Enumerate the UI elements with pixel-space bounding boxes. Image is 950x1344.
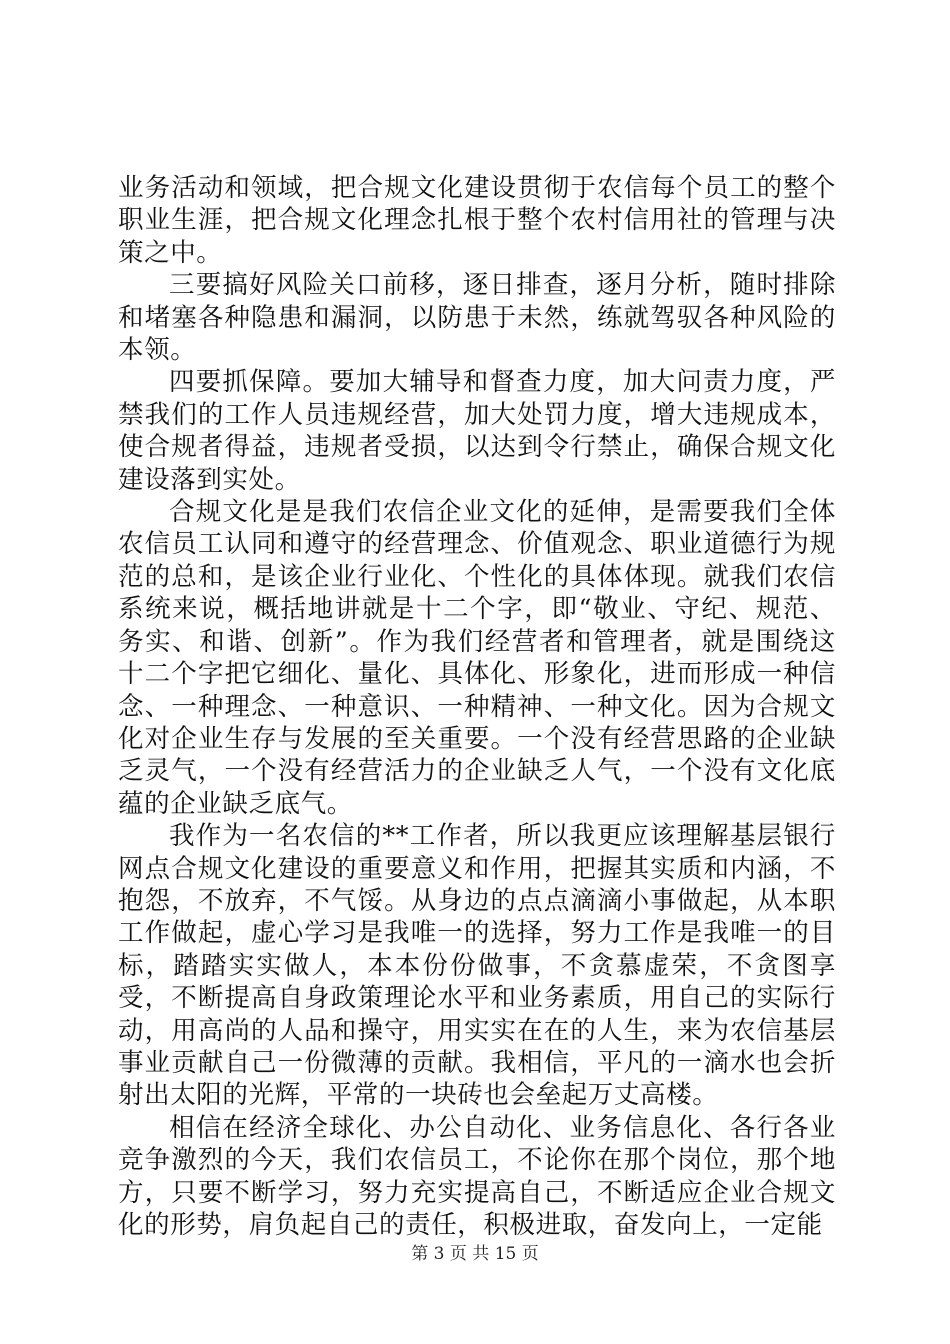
paragraph-3: 四要抓保障。要加大辅导和督查力度，加大问责力度，严禁我们的工作人员违规经营，加大处罚力度，增大违规成本，使合规者得益，违规者受损，以达到令行禁止，确保合规文化建设落到实处。 <box>118 367 836 495</box>
paragraph-5: 我作为一名农信的**工作者，所以我更应该理解基层银行网点合规文化建设的重要意义和作用，把握其实质和内涵，不抱怨，不放弃，不气馁。从身边的点点滴滴小事做起，从本职工作做起，虚心学习是我唯一的选择，努力工作是我唯一的目标，踏踏实实做人，本本份份做事，不贪慕虚荣，不贪图享受，不断提高自身政策理论水平和业务素质，用自己的实际行动，用高尚的人品和操守，用实实在在的人生，来为农信基层事业贡献自己一份微薄的贡献。我相信，平凡的一滴水也会折射出太阳的光辉，平常的一块砖也会垒起万丈高楼。 <box>118 821 836 1111</box>
paragraph-2: 三要搞好风险关口前移，逐日排查，逐月分析，随时排除和堵塞各种隐患和漏洞，以防患于未然，练就驾驭各种风险的本领。 <box>118 270 836 366</box>
document-body <box>118 172 836 1241</box>
paragraph-4: 合规文化是是我们农信企业文化的延伸，是需要我们全体农信员工认同和遵守的经营理念、价值观念、职业道德行为规范的总和，是该企业行业化、个性化的具体体现。就我们农信系统来说，概括地讲就是十二个字，即“敬业、守纪、规范、务实、和谐、创新”。作为我们经营者和管理者，就是围绕这十二个字把它细化、量化、具体化、形象化，进而形成一种信念、一种理念、一种意识、一种精神、一种文化。因为合规文化对企业生存与发展的至关重要。一个没有经营思路的企业缺乏灵气，一个没有经营活力的企业缺乏人气，一个没有文化底蕴的企业缺乏底气。 <box>118 497 836 819</box>
paragraph-1: 业务活动和领域，把合规文化建设贯彻于农信每个员工的整个职业生涯，把合规文化理念扎根于整个农村信用社的管理与决策之中。 <box>118 173 836 268</box>
paragraph-6: 相信在经济全球化、办公自动化、业务信息化、各行各业竞争激烈的今天，我们农信员工，不论你在那个岗位，那个地方，只要不断学习，努力充实提高自己，不断适应企业合规文化的形势，肩负起自己的责任，积极进取，奋发向上，一定能 <box>118 1112 836 1240</box>
page-number-footer: 第 3 页 共 15 页 <box>411 1244 539 1264</box>
